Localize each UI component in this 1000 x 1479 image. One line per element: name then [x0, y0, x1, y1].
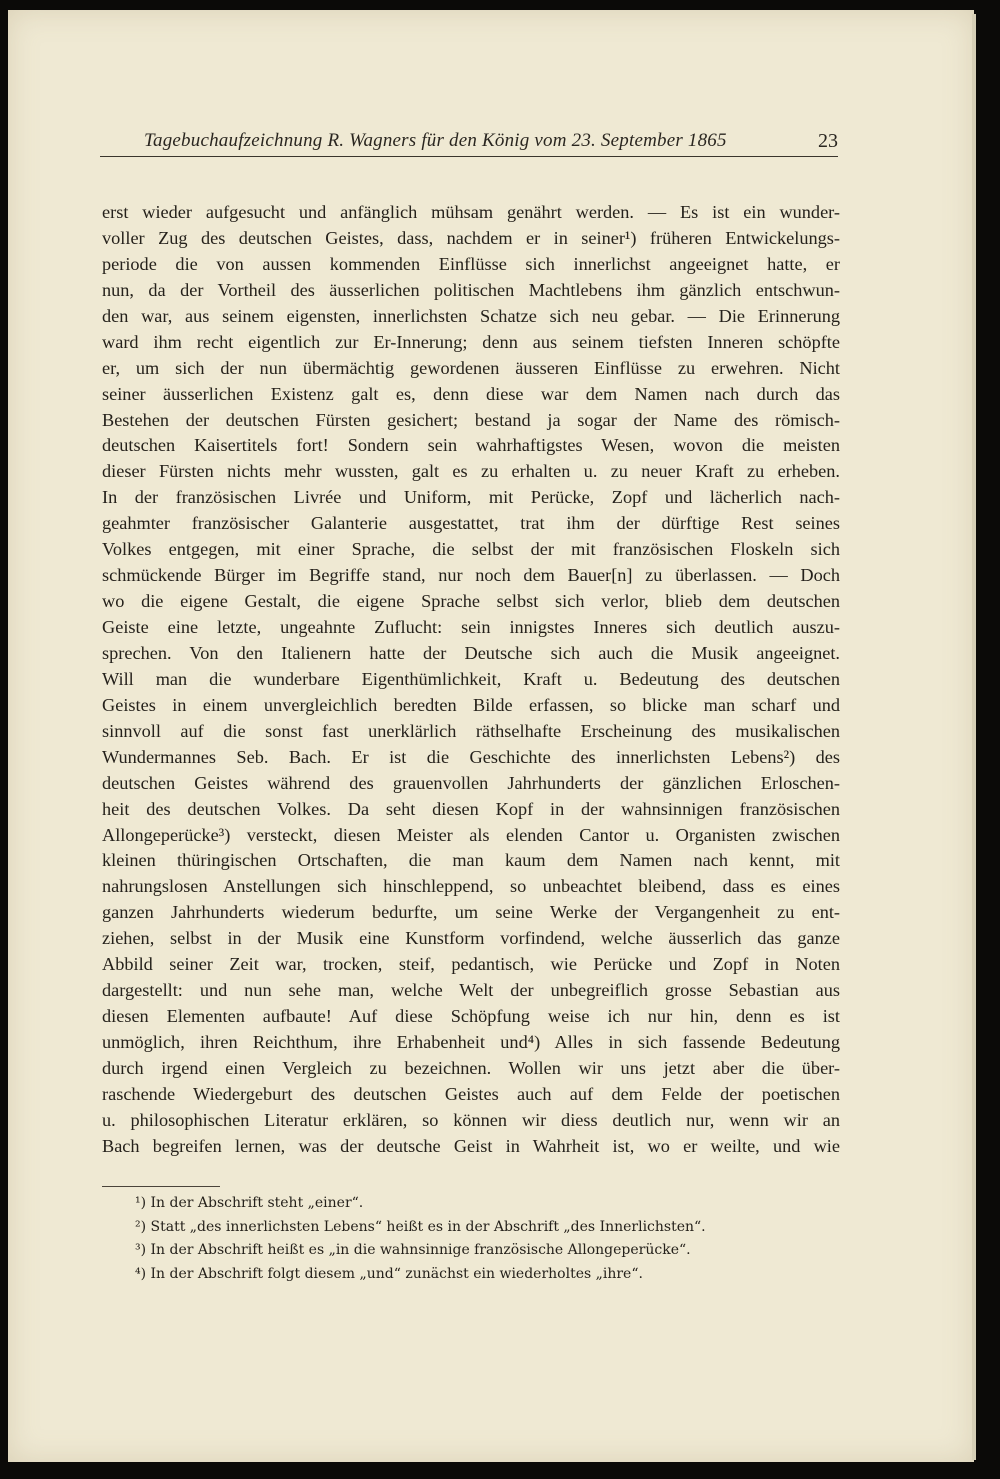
text-line: er, um sich der nun übermächtig gewordenen äusseren Einflüsse zu erwehren. Nicht: [102, 357, 840, 378]
text-line: seiner äusserlichen Existenz galt es, denn diese war dem Namen nach durch das: [102, 383, 840, 404]
text-line: dargestellt: und nun sehe man, welche Welt der unbegreiflich grosse Sebastian aus: [102, 980, 840, 1001]
text-line: diesen Elementen aufbaute! Auf diese Schöpfung weise ich nur hin, denn es ist: [102, 1006, 840, 1027]
text-line: In der französischen Livrée und Uniform, mit Perücke, Zopf und lächerlich nach-: [102, 487, 840, 508]
text-line: raschende Wiedergeburt des deutschen Geistes auch auf dem Felde der poetischen: [102, 1083, 840, 1104]
page-number: 23: [818, 130, 838, 152]
text-line: ward ihm recht eigentlich zur Er-Innerung; denn aus seinem tiefsten Inneren schöpfte: [102, 331, 840, 352]
text-line: Bestehen der deutschen Fürsten gesichert; bestand ja sogar der Name des römisch-: [102, 409, 840, 430]
text-line: sprechen. Von den Italienern hatte der Deutsche sich auch die Musik angeeignet.: [102, 642, 840, 663]
text-line: periode die von aussen kommenden Einflüsse sich innerlichst angeeignet hatte, er: [102, 253, 840, 274]
text-line: sinnvoll auf die sonst fast unerklärlich räthselhafte Erscheinung des musikalischen: [102, 720, 840, 741]
body-text: [102, 200, 840, 1160]
header-rule: [100, 156, 838, 157]
text-line: unmöglich, ihren Reichthum, ihre Erhabenheit und⁴) Alles in sich fassende Bedeutung: [102, 1032, 840, 1052]
footnote: ²) Statt „des innerlichsten Lebens“ heißt es in der Abschrift „des Innerlichsten“.: [135, 1218, 706, 1235]
footnote: ³) In der Abschrift heißt es „in die wahnsinnige französische Allongeperücke“.: [135, 1242, 691, 1258]
text-line: geahmter französischer Galanterie ausgestattet, trat ihm der dürftige Rest seines: [102, 513, 840, 534]
text-line: Allongeperücke³) versteckt, diesen Meister als elenden Cantor u. Organisten zwischen: [102, 824, 840, 845]
footnotes: [135, 1192, 835, 1286]
text-line: Wundermannes Seb. Bach. Er ist die Geschichte des innerlichsten Lebens²) des: [102, 746, 840, 767]
page-edge: [972, 14, 976, 1460]
text-line: Geistes in einem unvergleichlich beredten Bilde erfassen, so blicke man scharf und: [102, 694, 840, 715]
text-line: Bach begreifen lernen, was der deutsche Geist in Wahrheit ist, wo er weilte, und wie: [102, 1135, 840, 1156]
text-line: deutschen Geistes während des grauenvollen Jahrhunderts der gänzlichen Erloschen-: [102, 772, 840, 793]
text-line: heit des deutschen Volkes. Da seht diesen Kopf in der wahnsinnigen französischen: [102, 798, 840, 819]
text-line: voller Zug des deutschen Geistes, dass, nachdem er in seiner¹) früheren Entwickelungs-: [102, 227, 840, 248]
text-line: schmückende Bürger im Begriffe stand, nur noch dem Bauer[n] zu überlassen. — Doch: [102, 565, 840, 586]
text-line: deutschen Kaisertitels fort! Sondern sein wahrhaftigstes Wesen, wovon die meisten: [102, 435, 840, 456]
text-line: u. philosophischen Literatur erklären, so können wir diess deutlich nur, wenn wir an: [102, 1109, 840, 1130]
text-line: ziehen, selbst in der Musik eine Kunstform vorfindend, welche äusserlich das ganze: [102, 928, 840, 949]
text-line: durch irgend einen Vergleich zu bezeichnen. Wollen wir uns jetzt aber die über-: [102, 1057, 840, 1078]
footnote-rule: [102, 1186, 220, 1187]
text-line: Volkes entgegen, mit einer Sprache, die selbst der mit französischen Floskeln sich: [102, 539, 840, 560]
footnote: ¹) In der Abschrift steht „einer“.: [135, 1195, 364, 1211]
running-title: Tagebuchaufzeichnung R. Wagners für den König vom 23. September 1865: [144, 130, 727, 151]
text-line: den war, aus seinem eigensten, innerlichsten Schatze sich neu gebar. — Die Erinnerung: [102, 305, 840, 326]
text-line: erst wieder aufgesucht und anfänglich mühsam genährt werden. — Es ist ein wunder-: [102, 202, 840, 222]
text-line: Abbild seiner Zeit war, trocken, steif, pedantisch, wie Perücke und Zopf in Noten: [102, 954, 840, 975]
text-line: Geiste eine letzte, ungeahnte Zuflucht: sein innigstes Inneres sich deutlich auszu-: [102, 617, 840, 637]
text-line: ganzen Jahrhunderts wiederum bedurfte, um seine Werke der Vergangenheit zu ent-: [102, 902, 840, 923]
text-line: kleinen thüringischen Ortschaften, die man kaum dem Namen nach kennt, mit: [102, 850, 840, 871]
text-line: wo die eigene Gestalt, die eigene Sprache selbst sich verlor, blieb dem deutschen: [102, 591, 840, 612]
footnote: ⁴) In der Abschrift folgt diesem „und“ zunächst ein wiederholtes „ihre“.: [135, 1265, 643, 1282]
text-line: nun, da der Vortheil des äusserlichen politischen Machtlebens ihm gänzlich entschwun-: [102, 279, 840, 300]
running-header: [100, 130, 838, 158]
text-line: Will man die wunderbare Eigenthümlichkeit, Kraft u. Bedeutung des deutschen: [102, 668, 840, 689]
text-line: nahrungslosen Anstellungen sich hinschleppend, so unbeachtet bleibend, dass es eines: [102, 876, 840, 897]
text-line: dieser Fürsten nichts mehr wussten, galt es zu erhalten u. zu neuer Kraft zu erheben.: [102, 461, 840, 482]
